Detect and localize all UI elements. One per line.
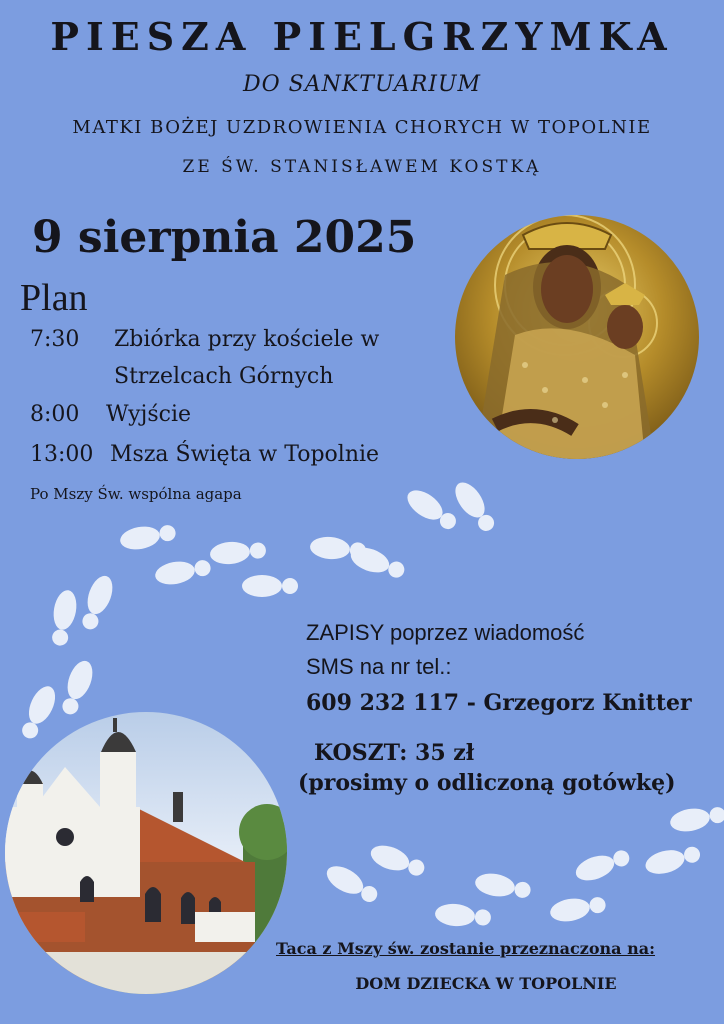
poster-subtitle-patron: ZE ŚW. STANISŁAWEM KOSTKĄ: [182, 157, 542, 177]
plan-item-description: Msza Święta w Topolnie: [110, 442, 380, 467]
poster-title: PIESZA PIELGRZYMKA: [50, 14, 674, 59]
plan-item-description: Wyjście: [106, 402, 192, 427]
plan-item-time: 7:30: [30, 327, 80, 352]
signup-instructions-line1: ZAPISY poprzez wiadomość: [306, 620, 585, 645]
signup-instructions-line2: SMS na nr tel.:: [306, 654, 452, 679]
signup-contact-phone: 609 232 117 - Grzegorz Knitter: [306, 690, 692, 716]
plan-item-description-continued: Strzelcach Górnych: [114, 364, 334, 389]
event-date: 9 sierpnia 2025: [32, 212, 417, 263]
offering-target: DOM DZIECKA W TOPOLNIE: [355, 974, 617, 993]
poster-subtitle-sanctuary: MATKI BOŻEJ UZDROWIENIA CHORYCH W TOPOLNIE: [72, 117, 652, 138]
plan-item-time: 13:00: [30, 442, 94, 467]
cost-note: (prosimy o odliczoną gotówkę): [298, 770, 676, 796]
plan-item-time: 8:00: [30, 402, 80, 427]
cost-label: KOSZT: 35 zł: [314, 740, 475, 766]
plan-note: Po Mszy Św. wspólna agapa: [30, 485, 242, 503]
offering-note: Taca z Mszy św. zostanie przeznaczona na:: [276, 939, 655, 958]
plan-item-description: Zbiórka przy kościele w: [114, 327, 380, 352]
plan-heading: Plan: [20, 277, 88, 319]
poster-subtitle-destination: DO SANKTUARIUM: [242, 72, 482, 97]
